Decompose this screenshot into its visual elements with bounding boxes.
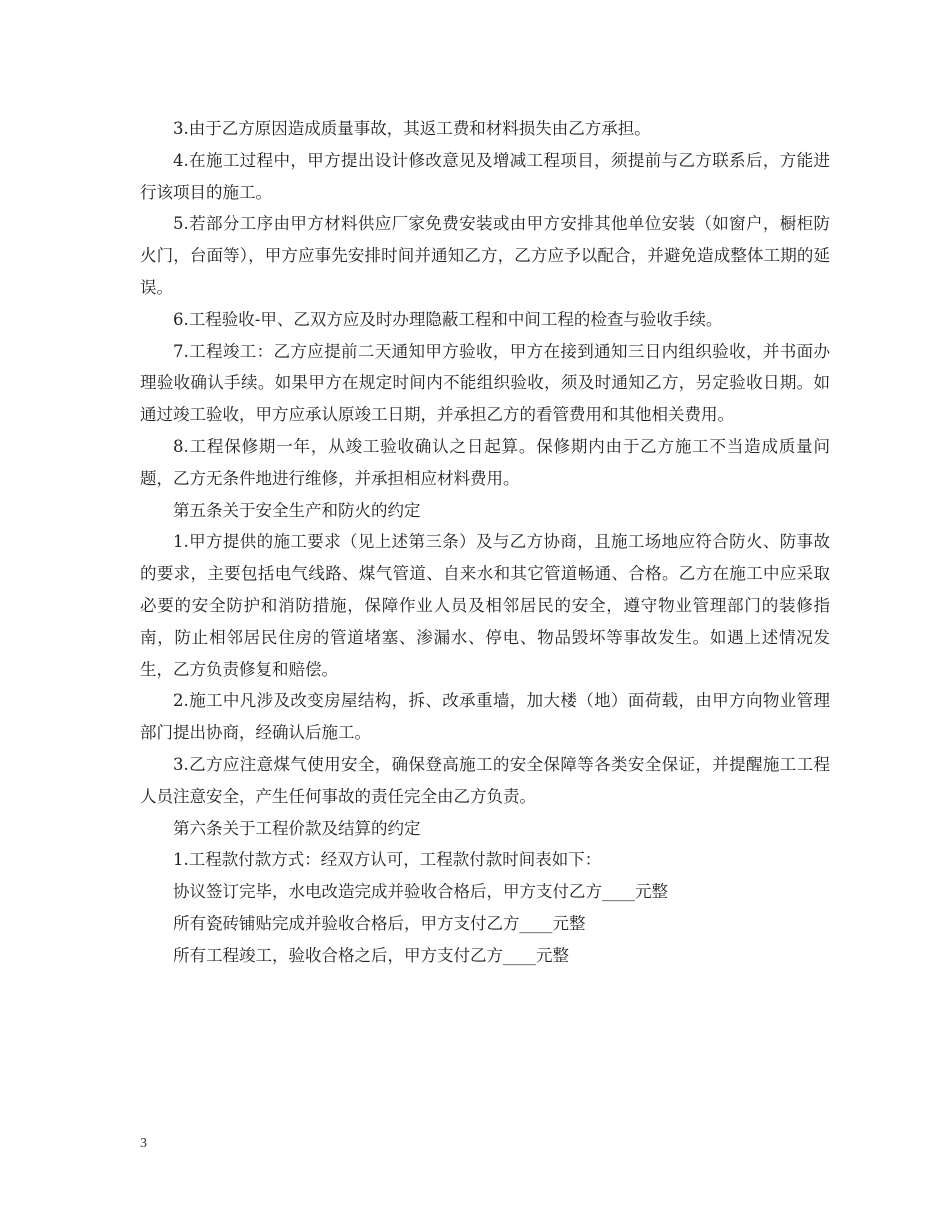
section-heading-article-6: 第六条关于工程价款及结算的约定 [173,818,421,838]
payment-line-plumbing: 协议签订完毕，水电改造完成并验收合格后，甲方支付乙方____元整 [173,882,668,902]
payment-line-tiling: 所有瓷砖铺贴完成并验收合格后，甲方支付乙方____元整 [173,913,586,933]
paragraph-payment-1: 1.工程款付款方式：经双方认可，工程款付款时间表如下： [173,850,602,870]
paragraph-clause-7-completion: 7.工程竣工：乙方应提前二天通知甲方验收，甲方在接到通知三日内组织验收，并书面办理验收确认手续。如果甲方在规定时间内不能组织验收，须及时通知乙方，另定验收日期。如通过竣工验收，甲方应承认原竣工日期，并承担乙方的看管费用和其他相关费用。 [140,341,830,425]
paragraph-safety-3: 3.乙方应注意煤气使用安全，确保登高施工的安全保障等各类安全保证，并提醒施工工程人员注意安全，产生任何事故的责任完全由乙方负责。 [140,754,830,806]
paragraph-clause-3-quality: 3.由于乙方原因造成质量事故，其返工费和材料损失由乙方承担。 [173,119,651,138]
paragraph-clause-6-inspection: 6.工程验收-甲、乙双方应及时办理隐蔽工程和中间工程的检查与验收手续。 [173,309,723,329]
page-number: 3 [140,1136,147,1151]
paragraph-clause-5-installation: 5.若部分工序由甲方材料供应厂家免费安装或由甲方安排其他单位安装（如窗户，橱柜防火门，台面等），甲方应事先安排时间并通知乙方，乙方应予以配合，并避免造成整体工期的延误。 [140,214,830,297]
paragraph-safety-1: 1.甲方提供的施工要求（见上述第三条）及与乙方协商，且施工场地应符合防火、防事故的要求，主要包括电气线路、煤气管道、自来水和其它管道畅通、合格。乙方在施工中应采取必要的安全防护和消防措施，保障作业人员及相邻居民的安全，遵守物业管理部门的装修指南，防止相邻居民住房的管道堵塞、渗漏水、停电、物品毁坏等事故发生。如遇上述情况发生，乙方负责修复和赔偿。 [140,532,830,679]
document-body [140,113,830,972]
paragraph-clause-8-warranty: 8.工程保修期一年，从竣工验收确认之日起算。保修期内由于乙方施工不当造成质量问题，乙方无条件地进行维修，并承担相应材料费用。 [140,436,830,488]
paragraph-safety-2: 2.施工中凡涉及改变房屋结构，拆、改承重墙，加大楼（地）面荷载，由甲方向物业管理部门提出协商，经确认后施工。 [140,691,830,743]
paragraph-clause-4-design-change: 4.在施工过程中，甲方提出设计修改意见及增减工程项目，须提前与乙方联系后，方能进行该项目的施工。 [140,150,830,202]
section-heading-article-5: 第五条关于安全生产和防火的约定 [173,500,421,520]
payment-line-final: 所有工程竣工，验收合格之后，甲方支付乙方____元整 [173,945,569,965]
